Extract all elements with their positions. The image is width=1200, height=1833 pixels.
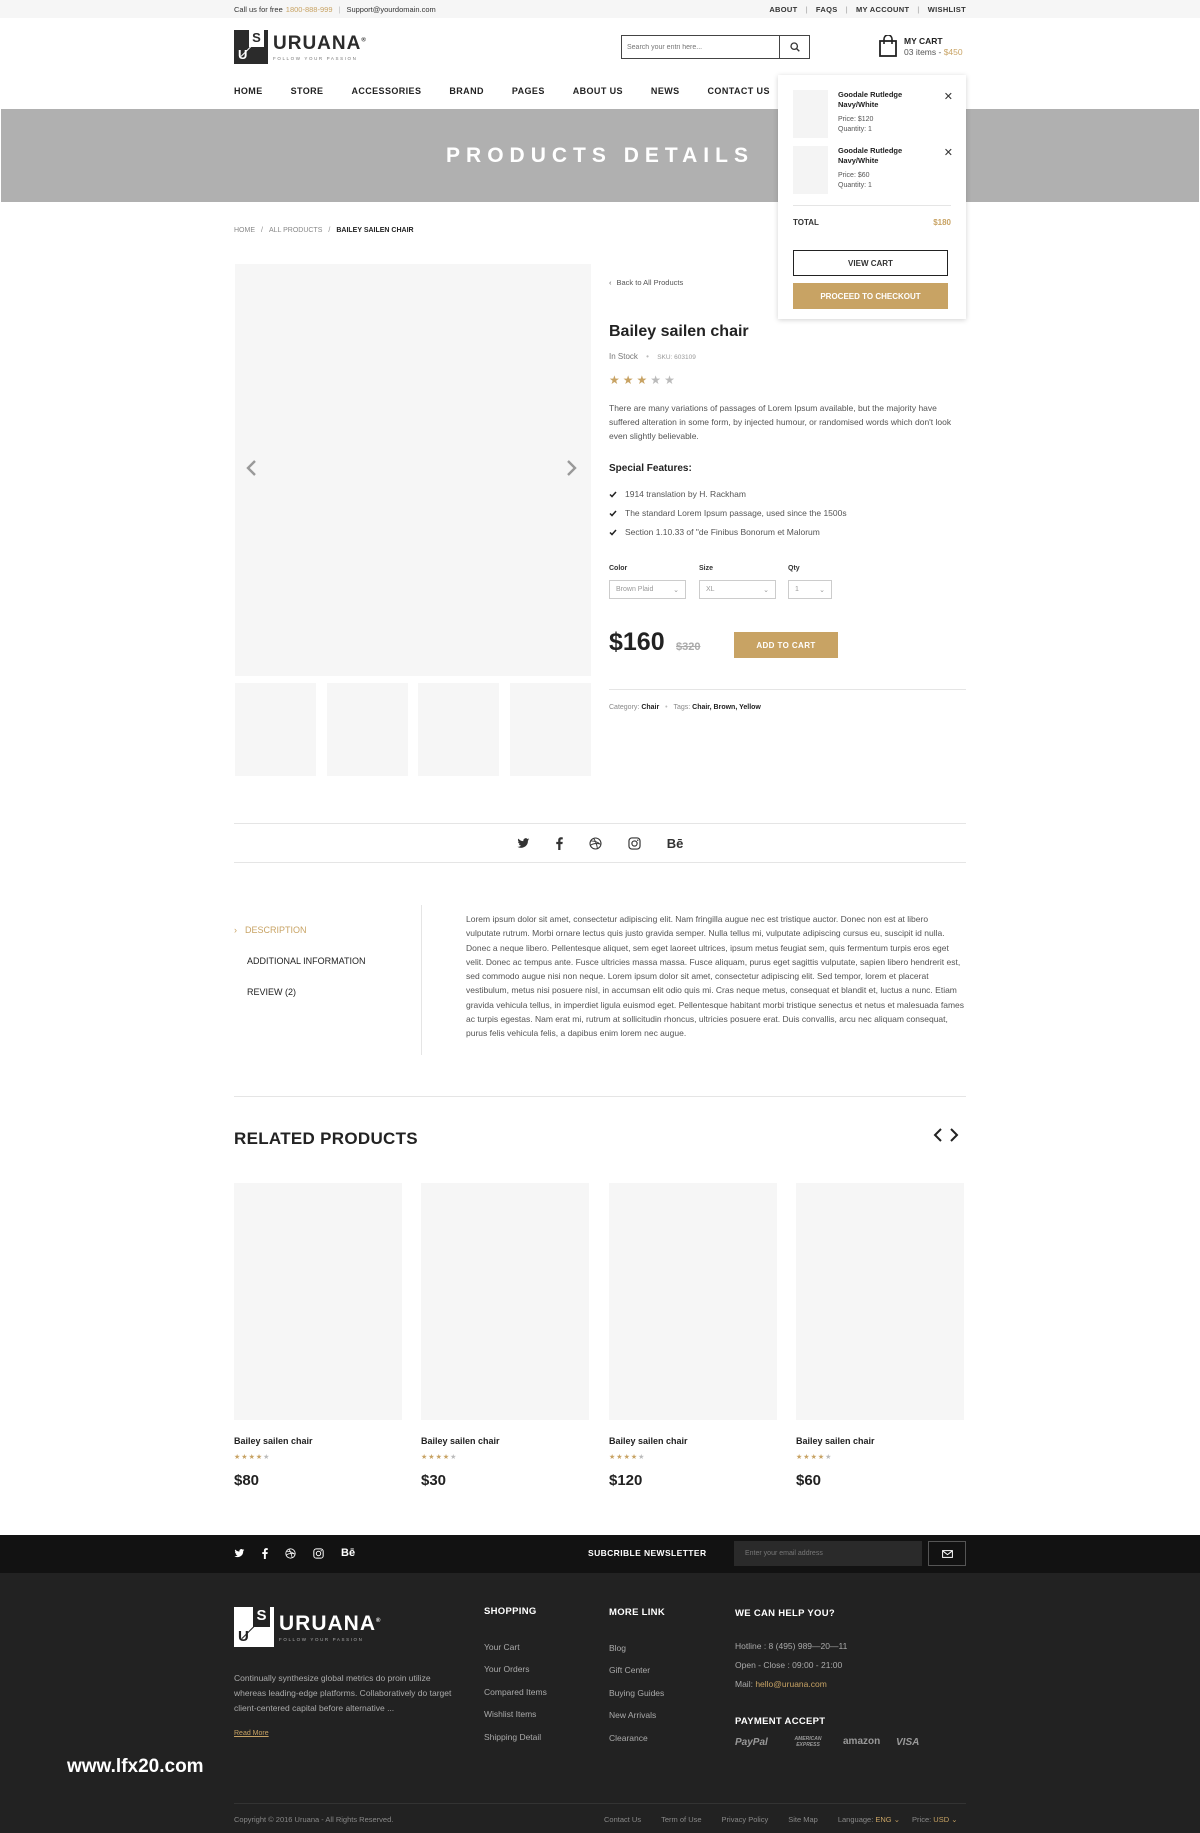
chevron-right-icon: › <box>234 925 237 935</box>
star-filled-icon: ★ <box>248 1454 255 1461</box>
chevron-down-icon: ⌄ <box>763 586 769 594</box>
logo-letter-u: U <box>238 1628 249 1645</box>
star-filled-icon: ★ <box>630 1454 638 1461</box>
nav-contact-us[interactable]: CONTACT US <box>707 86 770 96</box>
newsletter-email-input[interactable]: Enter your email address <box>734 1541 922 1566</box>
star-filled-icon: ★ <box>234 1454 241 1461</box>
star-filled-icon: ★ <box>636 373 648 387</box>
stock-status: In Stock • SKU: 603109 <box>609 352 696 361</box>
related-product-rating <box>234 1453 402 1461</box>
search-box <box>621 35 810 59</box>
star-filled-icon: ★ <box>435 1454 442 1461</box>
related-product-image <box>234 1183 402 1420</box>
logo-brand: URUANA® <box>273 33 367 54</box>
mini-cart-item-qty: Quantity: 1 <box>838 182 872 189</box>
newsletter-title: SUBCRIBLE NEWSLETTER <box>588 1548 707 1558</box>
footer-bottom-links <box>604 1815 958 1824</box>
features-title: Special Features: <box>609 463 692 474</box>
mini-cart-item-name: Goodale Rutledge Navy/White <box>838 146 903 165</box>
size-label: Size <box>699 565 714 572</box>
product-description: There are many variations of passages of Lorem Ipsum available, but the majority have suffered alteration in some form, by injected humour, or randomised words which don't look even slightly believable. <box>609 403 952 441</box>
footer-link-buying-guides[interactable]: Buying Guides <box>609 1688 665 1698</box>
twitter-icon[interactable] <box>517 838 530 849</box>
related-product-price: $120 <box>609 1472 643 1489</box>
check-icon <box>609 491 617 498</box>
behance-icon[interactable]: Bē <box>341 1547 356 1559</box>
divider: | <box>917 5 920 14</box>
breadcrumb-sep: / <box>261 227 263 234</box>
footer-link-term-of-use[interactable]: Term of Use <box>661 1815 702 1824</box>
feature-item: The standard Lorem Ipsum passage, used since the 1500s <box>609 508 847 518</box>
divider <box>609 689 966 690</box>
footer-link-new-arrivals[interactable]: New Arrivals <box>609 1710 657 1720</box>
product-title: Bailey sailen chair <box>609 323 749 340</box>
related-product-card[interactable] <box>609 1183 777 1489</box>
qty-select[interactable]: 1 ⌄ <box>788 580 832 599</box>
product-thumbnail[interactable] <box>235 683 316 776</box>
chevron-left-icon[interactable] <box>933 1128 943 1142</box>
footer-link-gift-center[interactable]: Gift Center <box>609 1665 651 1675</box>
page-title: PRODUCTS DETAILS <box>446 143 754 167</box>
top-link-faqs[interactable]: FAQS <box>815 5 838 14</box>
divider: | <box>805 5 808 14</box>
related-product-name[interactable]: Bailey sailen chair <box>796 1436 875 1446</box>
logo-mark <box>234 1607 274 1647</box>
related-carousel-controls <box>933 1128 959 1142</box>
qty-label: Qty <box>788 565 800 572</box>
mini-cart-item <box>793 90 953 138</box>
shopping-title: SHOPPING <box>484 1606 537 1617</box>
star-filled-icon: ★ <box>616 1454 623 1461</box>
product-thumbnail[interactable] <box>418 683 499 776</box>
star-empty-icon: ★ <box>263 1454 270 1461</box>
star-empty-icon: ★ <box>664 373 675 387</box>
nav-news[interactable]: NEWS <box>650 86 680 96</box>
visa-logo: VISA <box>896 1737 920 1748</box>
top-link-wishlist[interactable]: WISHLIST <box>927 5 966 14</box>
chevron-right-icon <box>566 459 578 477</box>
topbar-contact <box>234 5 436 14</box>
envelope-icon <box>942 1550 953 1558</box>
nav-accessories[interactable]: ACCESSORIES <box>351 86 422 96</box>
check-icon <box>609 510 617 517</box>
star-filled-icon: ★ <box>609 373 620 387</box>
divider <box>234 1803 966 1804</box>
watermark: www.lfx20.com <box>67 1756 204 1777</box>
instagram-icon[interactable] <box>628 837 641 850</box>
star-filled-icon: ★ <box>803 1454 810 1461</box>
top-link-my-account[interactable]: MY ACCOUNT <box>855 5 910 14</box>
tab-content: Lorem ipsum dolor sit amet, consectetur adipiscing elit. Nam fringilla augue nec est tristique auctor. Donec non est at libero vulputate rutrum. Morbi ornare lectus quis justo gravida semper. Nulla tellus mi, vulputate adipiscing cursus eu, suscipit id nulla. Donec a neque libero. Pellentesque aliquet, sem eget laoreet ultrices, ipsum metus feugiat sem, quis fermentum turpis eros eget velit. Donec ac tempus ante. Fusce ultricies massa massa. Fusce aliquam, purus eget sagittis vulputate, sapien libero hendrerit est, sed commodo augue nisi non neque. Lorem ipsum dolor sit amet, consectetur adipiscing elit. Sed tempor, lorem et placerat vestibulum, metus nisi posuere nisl, in accumsan elit odio quis mi. Cras neque metus, consequat et blandit et, luctus a nunc. Etiam gravida vehicula tellus, in imperdiet ligula euismod eget. Pellentesque habitant morbi tristique senectus et netus et malesuada fames ac turpis egestas. Nam erat mi, rutrum at sollicitudin rhoncus, ultricies posuere erat. Duis convallis, arcu nec aliquam consequat, purus felis vehicula felis, a dapibus enim lorem nec augue. <box>466 914 965 1039</box>
product-thumbnail[interactable] <box>327 683 408 776</box>
remove-item-button[interactable] <box>944 90 953 103</box>
opening-hours: Open - Close : 09:00 - 21:00 <box>735 1660 843 1670</box>
nav-brand[interactable]: BRAND <box>449 86 484 96</box>
mini-cart-item-qty: Quantity: 1 <box>838 126 872 133</box>
chevron-left-icon: ‹ <box>609 278 612 287</box>
logo-letter-s: S <box>253 1607 270 1627</box>
mini-cart-item <box>793 146 953 194</box>
related-product-price: $80 <box>234 1472 260 1489</box>
footer-link-your-orders[interactable]: Your Orders <box>484 1664 530 1674</box>
contact-mail: Mail: hello@uruana.com <box>735 1679 827 1689</box>
star-empty-icon: ★ <box>650 373 662 387</box>
gallery-prev-button[interactable] <box>245 457 257 483</box>
amex-logo: AMERICAN EXPRESS <box>794 1736 822 1748</box>
nav-store[interactable]: STORE <box>290 86 324 96</box>
hotline: Hotline : 8 (495) 989—20—11 <box>735 1641 848 1651</box>
related-product-card[interactable] <box>421 1183 589 1489</box>
star-filled-icon: ★ <box>241 1454 248 1461</box>
mail-link[interactable]: hello@uruana.com <box>755 1679 827 1689</box>
star-empty-icon: ★ <box>450 1454 457 1461</box>
mini-cart-item-price: Price: $60 <box>838 172 870 179</box>
mini-cart-item-image <box>793 146 828 194</box>
related-product-rating <box>796 1453 964 1461</box>
instagram-icon[interactable] <box>313 1548 324 1559</box>
related-product-name[interactable]: Bailey sailen chair <box>421 1436 500 1446</box>
star-filled-icon: ★ <box>810 1454 817 1461</box>
related-product-image <box>609 1183 777 1420</box>
footer-link-privacy-policy[interactable]: Privacy Policy <box>721 1815 769 1824</box>
related-product-name[interactable]: Bailey sailen chair <box>234 1436 313 1446</box>
dribbble-icon[interactable] <box>589 837 602 850</box>
related-product-image <box>796 1183 964 1420</box>
amazon-logo: amazon <box>843 1736 881 1747</box>
email-link[interactable]: Support@yourdomain.com <box>346 5 436 14</box>
currency-selector[interactable]: Price: USD ⌄ <box>912 1815 958 1824</box>
topbar-links <box>769 5 966 14</box>
page-banner <box>1 109 1199 202</box>
tab-description[interactable]: › DESCRIPTION <box>234 925 307 935</box>
feature-item: Section 1.10.33 of "de Finibus Bonorum et Malorum <box>609 527 820 537</box>
related-products-title: RELATED PRODUCTS <box>234 1129 418 1148</box>
divider <box>793 205 951 206</box>
feature-item: 1914 translation by H. Rackham <box>609 489 746 499</box>
read-more-link[interactable]: Read More <box>234 1730 269 1737</box>
chevron-down-icon: ⌄ <box>891 1815 901 1824</box>
top-link-about[interactable]: ABOUT <box>769 5 798 14</box>
header-cart[interactable] <box>878 35 963 57</box>
logo-letter-u: U <box>238 47 248 62</box>
star-filled-icon: ★ <box>817 1454 825 1461</box>
language-selector[interactable]: Language: ENG ⌄ <box>837 1815 901 1824</box>
category-link[interactable]: Chair <box>641 704 660 711</box>
cart-summary: 03 items - $450 <box>904 46 963 57</box>
checkout-button[interactable]: PROCEED TO CHECKOUT <box>793 283 948 309</box>
color-label: Color <box>609 565 628 572</box>
mini-cart-item-image <box>793 90 828 138</box>
footer <box>0 1573 1200 1833</box>
breadcrumb-home[interactable]: HOME <box>234 227 255 234</box>
star-filled-icon: ★ <box>255 1454 263 1461</box>
divider <box>234 1096 966 1097</box>
dribbble-icon[interactable] <box>285 1548 296 1559</box>
shopping-bag-icon <box>878 35 898 57</box>
footer-link-site-map[interactable]: Site Map <box>788 1815 818 1824</box>
size-select[interactable]: XL ⌄ <box>699 580 776 599</box>
related-product-name[interactable]: Bailey sailen chair <box>609 1436 688 1446</box>
product-rating <box>609 373 675 387</box>
cart-title: MY CART <box>904 35 943 46</box>
divider: | <box>338 5 341 14</box>
main-nav <box>234 86 798 96</box>
product-price: $160 <box>609 628 665 656</box>
footer-link-contact-us[interactable]: Contact Us <box>604 1815 642 1824</box>
copyright: Copyright © 2016 Uruana - All Rights Reserved. <box>234 1815 394 1824</box>
facebook-icon[interactable] <box>262 1548 268 1559</box>
breadcrumb-all-products[interactable]: ALL PRODUCTS <box>268 227 323 234</box>
related-product-card[interactable] <box>796 1183 964 1489</box>
divider: | <box>845 5 848 14</box>
logo-mark <box>234 30 268 64</box>
star-filled-icon: ★ <box>796 1454 803 1461</box>
product-old-price: $320 <box>676 641 701 653</box>
newsletter-submit-button[interactable] <box>928 1541 966 1566</box>
chevron-down-icon: ⌄ <box>819 586 825 594</box>
footer-logo[interactable] <box>234 1607 381 1647</box>
color-select[interactable]: Brown Plaid ⌄ <box>609 580 686 599</box>
logo-tagline: FOLLOW YOUR PASSION <box>273 56 358 61</box>
star-filled-icon: ★ <box>442 1454 450 1461</box>
footer-link-compared-items[interactable]: Compared Items <box>484 1687 547 1697</box>
behance-icon[interactable]: Bē <box>666 835 684 851</box>
footer-link-blog[interactable]: Blog <box>609 1643 627 1653</box>
top-bar <box>0 0 1200 18</box>
chevron-left-icon <box>245 459 257 477</box>
product-tabs <box>234 905 422 1055</box>
mini-cart-dropdown <box>778 75 966 319</box>
close-icon: ✕ <box>943 91 953 103</box>
search-button[interactable] <box>779 36 809 58</box>
breadcrumb <box>234 227 414 234</box>
mini-cart-total: TOTAL $180 <box>793 218 951 227</box>
star-filled-icon: ★ <box>428 1454 435 1461</box>
chevron-down-icon: ⌄ <box>673 586 679 594</box>
footer-link-wishlist-items[interactable]: Wishlist Items <box>484 1709 537 1719</box>
twitter-icon[interactable] <box>234 1549 245 1558</box>
tags-links[interactable]: Chair, Brown, Yellow <box>692 704 761 711</box>
call-label: Call us for free <box>234 5 283 14</box>
star-filled-icon: ★ <box>623 1454 630 1461</box>
view-cart-button[interactable]: VIEW CART <box>793 250 948 276</box>
chevron-down-icon: ⌄ <box>949 1815 958 1824</box>
related-product-rating <box>609 1453 777 1461</box>
logo-tagline: FOLLOW YOUR PASSION <box>279 1637 364 1642</box>
breadcrumb-current: BAILEY SAILEN CHAIR <box>336 227 414 234</box>
search-input[interactable] <box>622 36 779 58</box>
site-logo[interactable] <box>234 30 367 64</box>
add-to-cart-button[interactable]: ADD TO CART <box>734 632 838 658</box>
remove-item-button[interactable] <box>944 146 953 159</box>
share-bar <box>234 823 966 863</box>
more-link-title: MORE LINK <box>609 1607 666 1618</box>
mini-cart-item-name: Goodale Rutledge Navy/White <box>838 90 903 109</box>
product-thumbnail[interactable] <box>510 683 591 776</box>
gallery-next-button[interactable] <box>566 457 578 483</box>
footer-link-shipping-detail[interactable]: Shipping Detail <box>484 1732 542 1742</box>
chevron-right-icon[interactable] <box>949 1128 959 1142</box>
related-product-price: $60 <box>796 1472 822 1489</box>
star-filled-icon: ★ <box>609 1454 616 1461</box>
footer-description: Continually synthesize global metrics do proin utilize whereas leading-edge platforms. Collaboratively do target client-centered capital before alternative ... <box>234 1673 452 1713</box>
help-title: WE CAN HELP YOU? <box>735 1608 835 1619</box>
related-product-card[interactable] <box>234 1183 402 1489</box>
phone-link[interactable]: 1800-888-999 <box>285 5 333 14</box>
related-product-image <box>421 1183 589 1420</box>
footer-link-clearance[interactable]: Clearance <box>609 1733 648 1743</box>
breadcrumb-sep: / <box>328 227 331 234</box>
mini-cart-item-price: Price: $120 <box>838 116 874 123</box>
check-icon <box>609 529 617 536</box>
search-icon <box>790 42 800 52</box>
nav-home[interactable]: HOME <box>234 86 263 96</box>
tab-review[interactable]: REVIEW (2) <box>247 987 297 997</box>
star-empty-icon: ★ <box>825 1454 832 1461</box>
nav-pages[interactable]: PAGES <box>511 86 545 96</box>
product-sku: SKU: 603109 <box>657 354 696 361</box>
related-product-price: $30 <box>421 1472 447 1489</box>
paypal-logo: PayPal <box>735 1737 768 1748</box>
product-meta: Category: Chair • Tags: Chair, Brown, Yellow <box>609 704 761 711</box>
close-icon: ✕ <box>943 147 953 159</box>
footer-social <box>234 1547 355 1559</box>
nav-about-us[interactable]: ABOUT US <box>572 86 623 96</box>
facebook-icon[interactable] <box>556 837 563 850</box>
product-main-image <box>235 264 591 676</box>
logo-brand: URUANA® <box>279 1612 382 1635</box>
star-filled-icon: ★ <box>622 373 634 387</box>
footer-link-your-cart[interactable]: Your Cart <box>484 1642 520 1652</box>
payment-title: PAYMENT ACCEPT <box>735 1716 826 1727</box>
star-empty-icon: ★ <box>638 1454 645 1461</box>
back-to-products-link[interactable]: ‹ Back to All Products <box>609 278 684 287</box>
star-filled-icon: ★ <box>421 1454 428 1461</box>
tab-additional-information[interactable]: ADDITIONAL INFORMATION <box>247 956 366 966</box>
related-product-rating <box>421 1453 589 1461</box>
logo-letter-s: S <box>249 30 264 47</box>
